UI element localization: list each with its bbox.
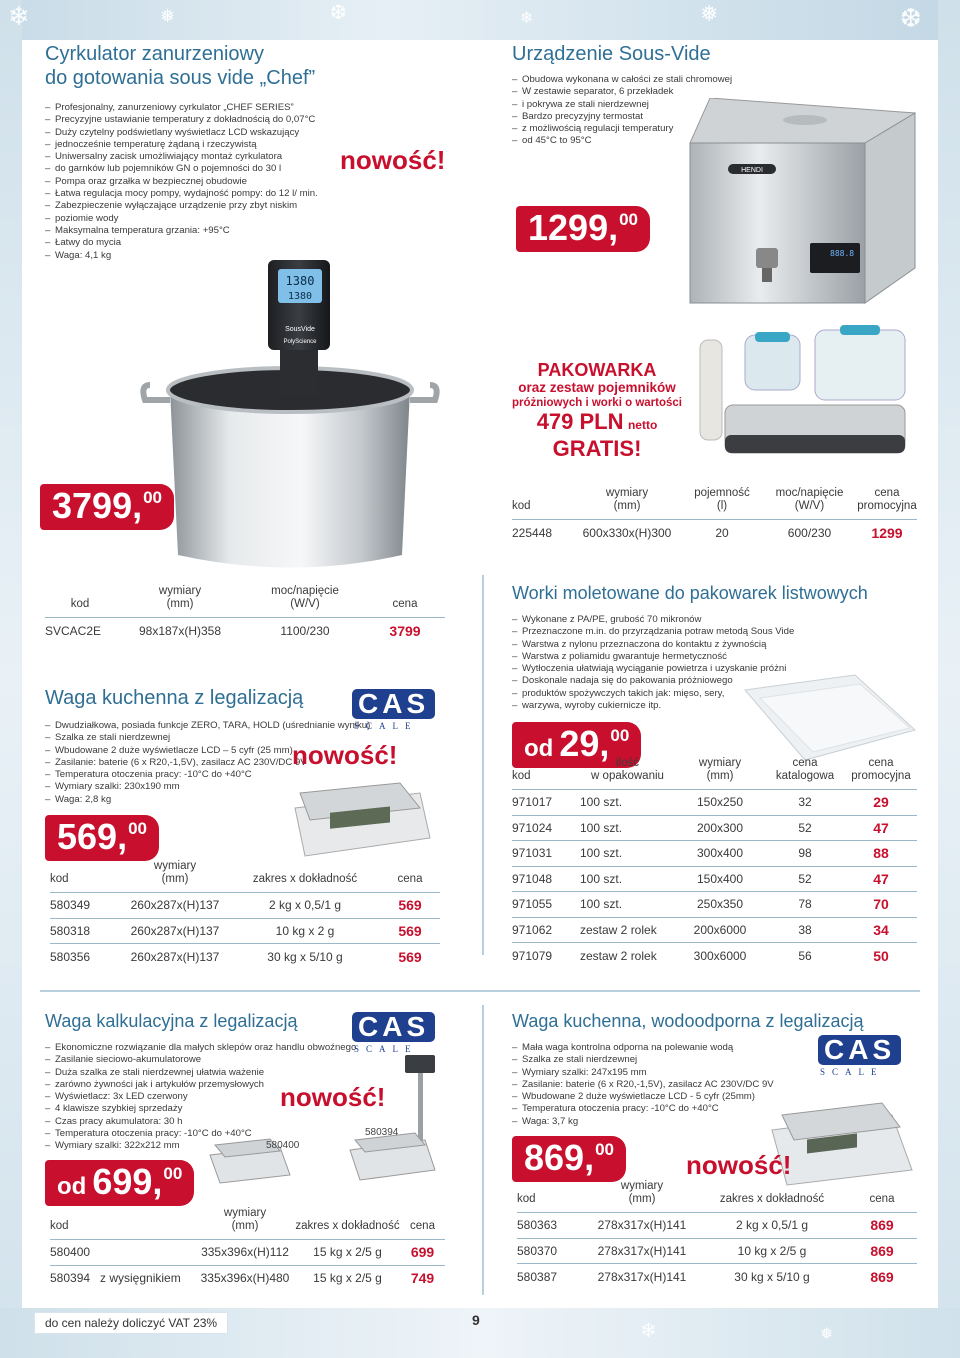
column-header: kod bbox=[512, 770, 531, 782]
feature-item: – Warstwa z nylonu przeznaczona do kontaktu z żywnością bbox=[512, 639, 932, 651]
cell-dimensions: 250x350 bbox=[675, 892, 765, 918]
cell-dimensions: 98x187x(H)358 bbox=[115, 618, 245, 644]
feature-item: – Doskonale nadaja się do pakowania próżniowego bbox=[512, 675, 932, 687]
cell-code: 971055 bbox=[512, 892, 580, 918]
sousvide-device-image bbox=[670, 98, 920, 308]
feature-item: – Wytłoczenia ułatwiają wyciąganie powietrza i uzyskanie próżni bbox=[512, 663, 932, 675]
cyrkulator-price bbox=[40, 484, 174, 530]
cas-logo-text: CAS bbox=[352, 689, 435, 719]
column-header: kod bbox=[512, 500, 531, 512]
column-header: cena bbox=[392, 598, 418, 610]
feature-item: – W zestawie separator, 6 przekładek bbox=[512, 86, 922, 98]
price-decimal: 00 bbox=[128, 819, 147, 838]
cell-quantity: 100 szt. bbox=[580, 841, 675, 867]
title-line: Cyrkulator zanurzeniowy bbox=[45, 43, 264, 65]
cas-logo-word bbox=[818, 1035, 901, 1065]
feature-item: – Łatwy do mycia bbox=[45, 237, 465, 249]
feature-item: – Wymiary szalki: 247x195 mm bbox=[512, 1067, 932, 1079]
cas-logo-word bbox=[352, 689, 435, 719]
promo-suffix: netto bbox=[627, 418, 658, 432]
promo-gift-box bbox=[512, 360, 682, 461]
snowflake-icon: ❆ bbox=[900, 4, 922, 34]
feature-item: – Warstwa z poliamidu gwarantuje hermetyczność bbox=[512, 651, 932, 663]
cell-code: 225448 bbox=[512, 520, 572, 546]
price-prefix: od bbox=[57, 1173, 87, 1200]
device-display-value: 888.8 bbox=[830, 249, 855, 258]
cell-dimensions: 335x396x(H)112 bbox=[195, 1240, 295, 1266]
cell-code: 580363 bbox=[517, 1213, 587, 1239]
column-header: moc/napięcie (W/V) bbox=[775, 487, 844, 512]
column-header: cena bbox=[410, 1220, 435, 1232]
table-row bbox=[512, 520, 917, 546]
table-row bbox=[50, 918, 440, 944]
feature-item: – poziomie wody bbox=[45, 213, 465, 225]
price-main: 1299, bbox=[528, 207, 619, 248]
feature-item: – Temperatura otoczenia pracy: -10°C do +40°C bbox=[45, 1128, 465, 1140]
cell-variant bbox=[100, 1240, 195, 1266]
cell-quantity: zestaw 2 rolek bbox=[580, 917, 675, 943]
price-decimal: 00 bbox=[595, 1140, 614, 1159]
snowflake-icon: ❅ bbox=[160, 6, 176, 27]
feature-item: – Szalka ze stali nierdzewnej bbox=[512, 1054, 932, 1066]
feature-item: – Wymiary szalki: 230x190 mm bbox=[45, 781, 465, 793]
cell-promo-price: 47 bbox=[845, 815, 917, 841]
feature-item: – Mała waga kontrolna odporna na polewanie wodą bbox=[512, 1042, 932, 1054]
feature-item: – Waga: 3,7 kg bbox=[512, 1116, 932, 1128]
cell-catalog-price: 52 bbox=[765, 866, 845, 892]
cyrkulator-table bbox=[45, 585, 445, 643]
cell-dimensions: 200x6000 bbox=[675, 917, 765, 943]
cell-catalog-price: 32 bbox=[765, 790, 845, 816]
new-product-badge: nowość! bbox=[280, 1082, 386, 1112]
feature-item: – Wbudowane 2 duże wyświetlacze LCD - 5 cyfr (25mm) bbox=[512, 1091, 932, 1103]
feature-item: – Łatwa regulacja mocy pompy, wydajność pompy: do 12 l/ min. bbox=[45, 188, 465, 200]
waga-wodoodporna-title: Waga kuchenna, wodoodporna z legalizacją bbox=[512, 1011, 864, 1031]
table-row bbox=[50, 1240, 445, 1266]
vacuum-sealer-gift-image bbox=[690, 310, 920, 475]
cyrkulator-features bbox=[45, 102, 465, 262]
table-header bbox=[512, 757, 917, 790]
cas-logo-sub: SCALE bbox=[354, 721, 418, 731]
sousvide-price bbox=[516, 206, 650, 252]
feature-item: – Szalka ze stali nierdzewnej bbox=[45, 732, 465, 744]
cell-price: 869 bbox=[847, 1213, 917, 1239]
cell-code: 580400 bbox=[50, 1240, 100, 1266]
column-header: cena bbox=[869, 1193, 895, 1205]
column-header: cena katalogowa bbox=[775, 757, 835, 782]
feature-item: – produktów spożywczych takich jak: mięso, sery, bbox=[512, 688, 932, 700]
cell-range: 15 kg x 2/5 g bbox=[295, 1265, 400, 1291]
cell-promo-price: 29 bbox=[845, 790, 917, 816]
circulator-brand: SousVide bbox=[285, 326, 315, 333]
feature-item: – Zasilanie sieciowo-akumulatorowe bbox=[45, 1054, 465, 1066]
cell-promo-price: 34 bbox=[845, 917, 917, 943]
table-header bbox=[512, 487, 917, 520]
cas-logo bbox=[818, 1035, 901, 1077]
feature-item: – Duża szalka ze stali nierdzewnej ułatwia ważenie bbox=[45, 1067, 465, 1079]
top-decor-band bbox=[0, 0, 960, 40]
right-decor-strip bbox=[938, 0, 960, 1358]
table-row bbox=[512, 892, 917, 918]
feature-item: – zarówno żywności jak i artykułów przemysłowych bbox=[45, 1079, 465, 1091]
cas-logo-sub: SCALE bbox=[354, 1044, 418, 1054]
cell-price: 869 bbox=[847, 1238, 917, 1264]
table-row bbox=[512, 815, 917, 841]
table-header bbox=[50, 1207, 445, 1240]
feature-item: – Uniwersalny zacisk umożliwiający montaż cyrkulatora bbox=[45, 151, 465, 163]
cell-quantity: zestaw 2 rolek bbox=[580, 943, 675, 969]
cell-code: 580356 bbox=[50, 944, 120, 970]
snowflake-icon: ❅ bbox=[700, 2, 719, 27]
page-number: 9 bbox=[472, 1312, 480, 1328]
price-decimal: 00 bbox=[619, 210, 639, 229]
price-decimal: 00 bbox=[610, 726, 630, 745]
price-main: 3799, bbox=[52, 485, 143, 526]
cell-dimensions: 260x287x(H)137 bbox=[120, 918, 230, 944]
column-header: kod bbox=[50, 873, 69, 885]
feature-item: – Wykonane z PA/PE, grubość 70 mikronów bbox=[512, 614, 932, 626]
feature-item: – 4 klawisze szybkiej sprzedaży bbox=[45, 1103, 465, 1115]
cell-code: 971017 bbox=[512, 790, 580, 816]
column-header: cena promocyjna bbox=[851, 757, 911, 782]
product-code-label: 580394 bbox=[365, 1127, 399, 1138]
cell-power: 1100/230 bbox=[245, 618, 365, 644]
price-decimal: 00 bbox=[163, 1164, 183, 1183]
waga-kuchenna-title: Waga kuchenna z legalizacją bbox=[45, 687, 304, 709]
column-header: wymiary (mm) bbox=[698, 757, 742, 782]
cell-capacity: 20 bbox=[682, 520, 762, 546]
cell-code: 580318 bbox=[50, 918, 120, 944]
cas-logo-text: CAS bbox=[352, 1012, 435, 1042]
column-header: zakres x dokładność bbox=[719, 1193, 825, 1205]
feature-item: – Pompa oraz grzałka w bezpiecznej obudowie bbox=[45, 176, 465, 188]
cell-code: 580370 bbox=[517, 1238, 587, 1264]
computing-scales-image bbox=[200, 1055, 440, 1185]
column-header: ilość w opakowaniu bbox=[591, 757, 664, 782]
price-prefix: od bbox=[524, 735, 554, 762]
cell-price: 569 bbox=[380, 918, 440, 944]
feature-item: – Temperatura otoczenia pracy: -10°C do +40°C bbox=[45, 769, 465, 781]
table-row bbox=[517, 1238, 917, 1264]
cell-quantity: 100 szt. bbox=[580, 790, 675, 816]
feature-item: – Profesjonalny, zanurzeniowy cyrkulator „CHEF SERIES” bbox=[45, 102, 465, 114]
vat-note: do cen należy doliczyć VAT 23% bbox=[34, 1312, 228, 1334]
cell-price: 869 bbox=[847, 1264, 917, 1290]
table-row bbox=[512, 866, 917, 892]
price-decimal: 00 bbox=[143, 488, 163, 507]
divider bbox=[482, 1005, 484, 1295]
cell-code: 971024 bbox=[512, 815, 580, 841]
cell-dimensions: 150x400 bbox=[675, 866, 765, 892]
feature-item: – Temperatura otoczenia pracy: -10°C do +40°C bbox=[512, 1103, 932, 1115]
cell-range: 30 kg x 5/10 g bbox=[697, 1264, 847, 1290]
cell-dimensions: 200x300 bbox=[675, 815, 765, 841]
table-header bbox=[50, 860, 440, 893]
cyrkulator-title bbox=[45, 42, 465, 90]
cell-catalog-price: 56 bbox=[765, 943, 845, 969]
cell-dimensions: 278x317x(H)141 bbox=[587, 1213, 697, 1239]
cell-range: 10 kg x 2 g bbox=[230, 918, 380, 944]
cell-dimensions: 260x287x(H)137 bbox=[120, 893, 230, 919]
cell-dimensions: 278x317x(H)141 bbox=[587, 1238, 697, 1264]
cell-price: 569 bbox=[380, 944, 440, 970]
cell-price: 749 bbox=[400, 1265, 445, 1291]
table-row bbox=[512, 943, 917, 969]
cell-code: SVCAC2E bbox=[45, 618, 115, 644]
waga-kalkulacyjna-table bbox=[50, 1207, 445, 1291]
worki-title: Worki moletowane do pakowarek listwowych bbox=[512, 583, 868, 603]
sousvide-table bbox=[512, 487, 917, 545]
circulator-display-value: 1380 bbox=[285, 274, 315, 288]
cas-logo bbox=[352, 1012, 435, 1054]
price-main: 29, bbox=[559, 723, 610, 764]
feature-item: – Ekonomiczne rozwiązanie dla małych sklepów oraz handlu obwoźnego bbox=[45, 1042, 465, 1054]
table-row bbox=[517, 1213, 917, 1239]
cell-catalog-price: 52 bbox=[765, 815, 845, 841]
cell-power: 600/230 bbox=[762, 520, 857, 546]
cell-code: 971079 bbox=[512, 943, 580, 969]
cell-code: 971062 bbox=[512, 917, 580, 943]
feature-item: – jednocześnie temperaturę żądaną i rzeczywistą bbox=[45, 139, 465, 151]
cell-price: 3799 bbox=[365, 618, 445, 644]
feature-item: – Wyświetlacz: 3x LED czerwony bbox=[45, 1091, 465, 1103]
cas-logo-sub: SCALE bbox=[820, 1067, 884, 1077]
cell-code: 580349 bbox=[50, 893, 120, 919]
column-header: pojemność (l) bbox=[694, 487, 750, 512]
cell-dimensions: 600x330x(H)300 bbox=[572, 520, 682, 546]
feature-item: – Maksymalna temperatura grzania: +95°C bbox=[45, 225, 465, 237]
cell-dimensions: 278x317x(H)141 bbox=[587, 1264, 697, 1290]
product-code-label: 580400 bbox=[266, 1140, 300, 1151]
snowflake-icon: ❄ bbox=[640, 1318, 657, 1342]
feature-item: – Bardzo precyzyjny termostat bbox=[512, 111, 922, 123]
feature-item: – Obudowa wykonana w całości ze stali chromowej bbox=[512, 74, 922, 86]
feature-item: – Zabezpieczenie wyłączające urządzenie przy zbyt niskim bbox=[45, 200, 465, 212]
table-header bbox=[517, 1180, 917, 1213]
cell-variant: z wysięgnikiem bbox=[100, 1265, 195, 1291]
column-header: wymiary (mm) bbox=[605, 487, 649, 512]
snowflake-icon: ❅ bbox=[820, 1324, 834, 1343]
vacuum-bags-image bbox=[735, 670, 925, 765]
cell-dimensions: 335x396x(H)480 bbox=[195, 1265, 295, 1291]
column-header bbox=[100, 1207, 195, 1240]
table-row bbox=[512, 917, 917, 943]
feature-item: – Precyzyjne ustawianie temperatury z dokładnością do 0,07°C bbox=[45, 114, 465, 126]
table-row bbox=[45, 618, 445, 644]
price-main: 699, bbox=[92, 1161, 163, 1202]
waga-wodoodporna-price bbox=[512, 1136, 626, 1182]
promo-line: PAKOWARKA bbox=[537, 360, 657, 380]
cell-code: 580394 bbox=[50, 1265, 100, 1291]
circulator-display-value: 1380 bbox=[287, 291, 313, 302]
cell-price: 1299 bbox=[857, 520, 917, 546]
cell-range: 2 kg x 0,5/1 g bbox=[230, 893, 380, 919]
waga-kuchenna-table bbox=[50, 860, 440, 969]
column-header: wymiary (mm) bbox=[223, 1207, 267, 1232]
table-row bbox=[50, 1265, 445, 1291]
snowflake-icon: ❄ bbox=[8, 2, 30, 32]
column-header: cena promocyjna bbox=[857, 487, 917, 512]
worki-table bbox=[512, 757, 917, 968]
device-brand: HENDI bbox=[741, 167, 763, 174]
column-header: wymiary (mm) bbox=[153, 860, 197, 885]
column-header: kod bbox=[517, 1193, 536, 1205]
sous-vide-circulator-image bbox=[140, 255, 440, 575]
cell-promo-price: 50 bbox=[845, 943, 917, 969]
price-main: 869, bbox=[524, 1137, 595, 1178]
cell-quantity: 100 szt. bbox=[580, 866, 675, 892]
kitchen-scale-image bbox=[280, 768, 440, 863]
feature-item: – Przeznaczone m.in. do przyrządzania potraw metodą Sous Vide bbox=[512, 626, 932, 638]
cell-range: 10 kg x 2/5 g bbox=[697, 1238, 847, 1264]
cell-code: 971031 bbox=[512, 841, 580, 867]
cell-dimensions: 150x250 bbox=[675, 790, 765, 816]
price-main: 569, bbox=[57, 816, 128, 857]
waga-kuchenna-price bbox=[45, 815, 159, 861]
cell-dimensions: 260x287x(H)137 bbox=[120, 944, 230, 970]
feature-item: – Duży czytelny podświetlany wyświetlacz LCD wskazujący bbox=[45, 127, 465, 139]
table-row bbox=[512, 841, 917, 867]
feature-item: – z możliwością regulacji temperatury bbox=[512, 123, 922, 135]
cell-promo-price: 88 bbox=[845, 841, 917, 867]
cell-catalog-price: 38 bbox=[765, 917, 845, 943]
feature-item: – Waga: 2,8 kg bbox=[45, 794, 465, 806]
title-line: do gotowania sous vide „Chef” bbox=[45, 67, 316, 89]
feature-item: – Wymiary szalki: 322x212 mm bbox=[45, 1140, 465, 1152]
cell-promo-price: 70 bbox=[845, 892, 917, 918]
table-header bbox=[45, 585, 445, 618]
cell-quantity: 100 szt. bbox=[580, 892, 675, 918]
promo-line: oraz zestaw pojemników bbox=[518, 380, 676, 395]
column-header: wymiary (mm) bbox=[158, 585, 202, 610]
cell-code: 580387 bbox=[517, 1264, 587, 1290]
column-header: cena bbox=[397, 873, 423, 885]
new-product-badge: nowość! bbox=[686, 1150, 792, 1180]
table-row bbox=[512, 790, 917, 816]
sousvide-title: Urządzenie Sous-Vide bbox=[512, 43, 711, 65]
column-header: kod bbox=[50, 1220, 69, 1232]
feature-item: – od 45°C to 95°C bbox=[512, 135, 922, 147]
cell-promo-price: 47 bbox=[845, 866, 917, 892]
column-header: zakres x dokładność bbox=[295, 1220, 400, 1232]
cell-catalog-price: 98 bbox=[765, 841, 845, 867]
new-product-badge: nowość! bbox=[340, 145, 446, 175]
feature-item: – i pokrywa ze stali nierdzewnej bbox=[512, 99, 922, 111]
table-row bbox=[50, 893, 440, 919]
feature-item: – Zasilanie: baterie (6 x R20,-1,5V), zasilacz AC 230V/DC 9V bbox=[45, 757, 465, 769]
feature-item: – Czas pracy akumulatora: 30 h bbox=[45, 1116, 465, 1128]
divider bbox=[482, 575, 484, 955]
cell-price: 569 bbox=[380, 893, 440, 919]
cell-dimensions: 300x6000 bbox=[675, 943, 765, 969]
feature-item: – Zasilanie: baterie (6 x R20,-1,5V), zasilacz AC 230V/DC 9V bbox=[512, 1079, 932, 1091]
circulator-maker: PolyScience bbox=[283, 339, 317, 345]
cell-dimensions: 300x400 bbox=[675, 841, 765, 867]
waga-kalkulacyjna-price bbox=[45, 1160, 194, 1206]
table-row bbox=[50, 944, 440, 970]
feature-item: – Dwudziałkowa, posiada funkcje ZERO, TARA, HOLD (uśrednianie wyniku) bbox=[45, 720, 465, 732]
cell-range: 15 kg x 2/5 g bbox=[295, 1240, 400, 1266]
column-header: zakres x dokładność bbox=[252, 873, 358, 885]
left-decor-strip bbox=[0, 0, 22, 1358]
column-header: kod bbox=[70, 598, 90, 610]
column-header: moc/napięcie (W/V) bbox=[271, 585, 339, 610]
divider bbox=[40, 990, 920, 992]
cell-range: 30 kg x 5/10 g bbox=[230, 944, 380, 970]
snowflake-icon: ❄ bbox=[520, 8, 534, 27]
snowflake-icon: ❆ bbox=[330, 0, 347, 24]
waga-wodoodporna-table bbox=[517, 1180, 917, 1289]
cell-quantity: 100 szt. bbox=[580, 815, 675, 841]
cell-price: 699 bbox=[400, 1240, 445, 1266]
cell-range: 2 kg x 0,5/1 g bbox=[697, 1213, 847, 1239]
cell-catalog-price: 78 bbox=[765, 892, 845, 918]
promo-line: próżniowych i worki o wartości bbox=[512, 397, 682, 409]
feature-item: – warzywa, wyroby cukiernicze itp. bbox=[512, 700, 932, 712]
column-header: wymiary (mm) bbox=[620, 1180, 664, 1205]
new-product-badge: nowość! bbox=[292, 740, 398, 770]
table-row bbox=[517, 1264, 917, 1290]
feature-item: – Waga: 4,1 kg bbox=[45, 250, 465, 262]
cas-logo-text: CAS bbox=[818, 1035, 901, 1065]
waga-kalkulacyjna-title: Waga kalkulacyjna z legalizacją bbox=[45, 1011, 298, 1031]
feature-item: – do garnków lub pojemników GN o pojemności do 30 l bbox=[45, 163, 465, 175]
cell-code: 971048 bbox=[512, 866, 580, 892]
feature-item: – Wbudowane 2 duże wyświetlacze LCD – 5 cyfr (25 mm) bbox=[45, 745, 465, 757]
cas-logo-word bbox=[352, 1012, 435, 1042]
promo-line: GRATIS! bbox=[552, 436, 642, 461]
promo-value: 479 PLN bbox=[536, 409, 624, 434]
cas-logo bbox=[352, 689, 435, 731]
